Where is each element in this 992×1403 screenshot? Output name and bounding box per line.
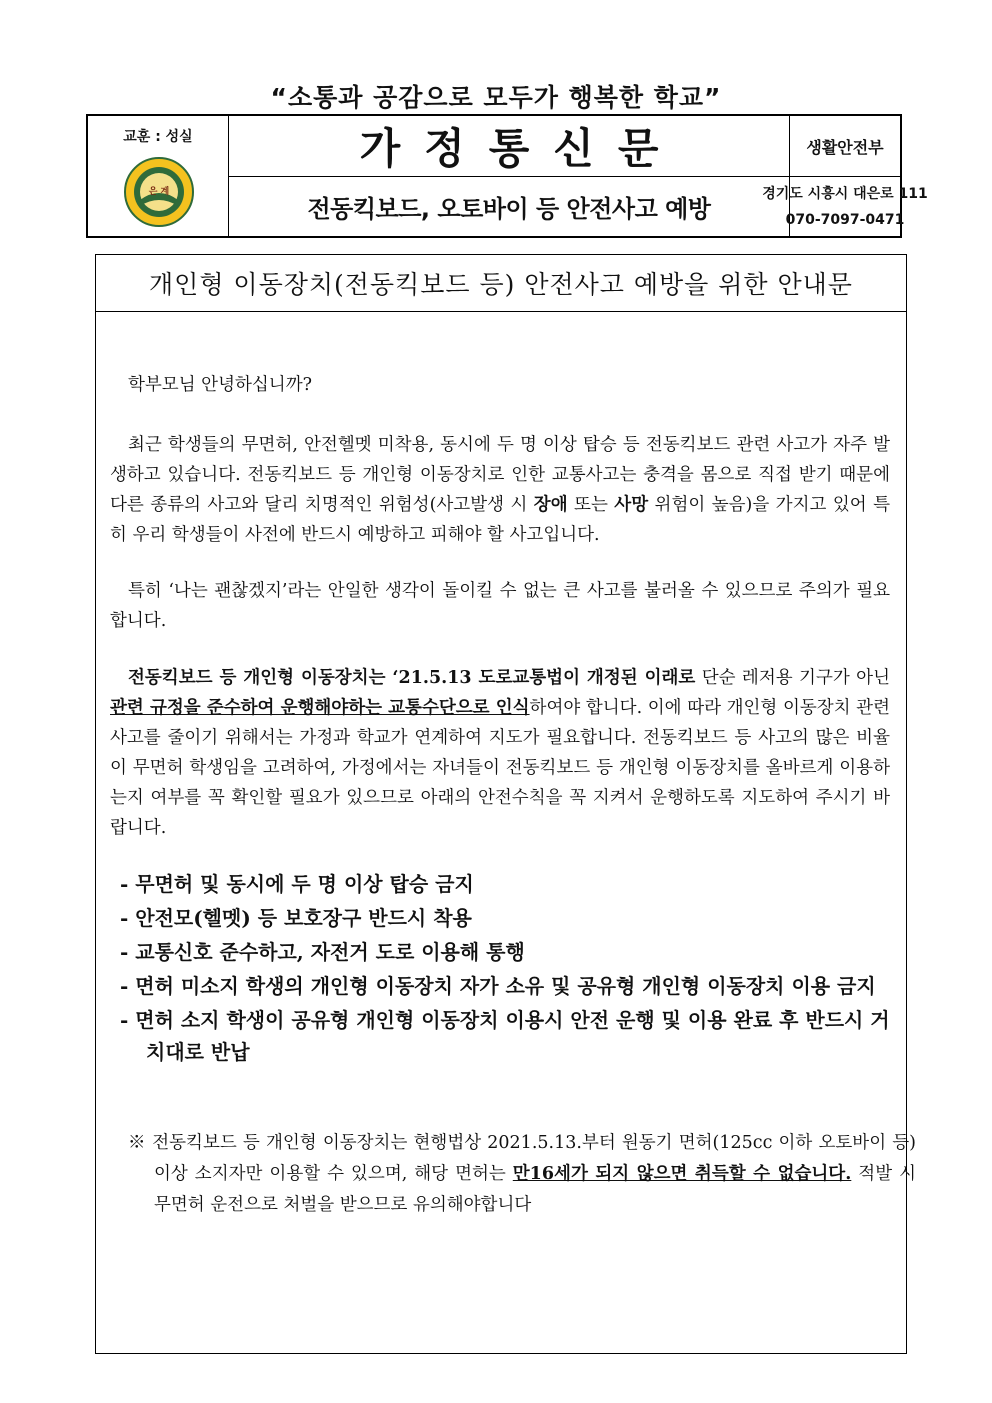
logo-column <box>88 116 229 236</box>
department: 생활안전부 <box>790 116 900 177</box>
list-item: - 무면허 및 동시에 두 명 이상 탑승 금지 <box>120 872 474 896</box>
list-item: - 교통신호 준수하고, 자전거 도로 이용해 통행 <box>120 940 525 964</box>
list-item: - 안전모(헬멧) 등 보호장구 반드시 착용 <box>120 906 472 930</box>
paragraph-3: 전동킥보드 등 개인형 이동장치는 ‘21.5.13 도로교통법이 개정된 이래로 단순 레저용 기구가 아닌 관련 규정을 준수하여 운행해야하는 교통수단으로 인식하여야 합니다. 이에 따라 개인형 이동장치 관련 사고를 줄이기 위해서는 가정과 학교가 연계하여 지도가 필요합니다. 전동킥보드 등 사고의 많은 비율이 무면허 학생임을 고려하여, 가정에서는 자녀들이 전동킥보드 등 개인형 이동장치를 올바르게 이용하는지 여부를 꼭 확인할 필요가 있으므로 아래의 안전수칙을 꼭 지켜서 운행하도록 지도하여 주시기 바랍니다. <box>110 668 890 838</box>
emphasis-law-change: 전동킥보드 등 개인형 이동장치는 ‘21.5.13 도로교통법이 개정된 이래로 <box>128 668 696 688</box>
emphasis-death: 사망 <box>614 495 649 515</box>
school-phone: 070-7097-0471 <box>785 211 905 228</box>
greeting: 학부모님 안녕하십니까? <box>128 375 312 395</box>
subtitle-cell <box>229 177 790 236</box>
paragraph-1: 최근 학생들의 무면허, 안전헬멧 미착용, 동시에 두 명 이상 탑승 등 전동킥보드 관련 사고가 자주 발생하고 있습니다. 전동킥보드 등 개인형 이동장치로 인한 교통사고는 충격을 몸으로 직접 받기 때문에 다른 종류의 사고와 달리 치명적인 위험성(사고발생 시 장애 또는 사망 위험이 높음)을 가지고 있어 특히 우리 학생들이 사전에 반드시 예방하고 피해야 할 사고입니다. <box>110 435 890 545</box>
emphasis-age-limit: 만16세가 되지 않으면 취득할 수 없습니다. <box>512 1164 852 1184</box>
list-item: - 면허 소지 학생이 공유형 개인형 이동장치 이용시 안전 운행 및 이용 완료 후 반드시 거치대로 반납 <box>120 1008 890 1064</box>
svg-text:은 계: 은 계 <box>148 187 170 197</box>
newsletter-title: 가정통신문 <box>359 124 683 173</box>
contact-cell <box>762 177 928 236</box>
school-address: 경기도 시흥시 대은로 111 <box>762 185 928 202</box>
newsletter-subtitle: 전동킥보드, 오토바이 등 안전사고 예방 <box>307 195 711 223</box>
paragraph-2: 특히 ‘나는 괜찮겠지’라는 안일한 생각이 돌이킬 수 없는 큰 사고를 불러올 수 있으므로 주의가 필요합니다. <box>110 581 890 631</box>
title-cell <box>229 116 790 177</box>
safety-rules-list <box>120 868 890 1070</box>
notice-title: 개인형 이동장치(전동킥보드 등) 안전사고 예방을 위한 안내문 <box>96 255 906 312</box>
newsletter-header <box>86 114 928 238</box>
emphasis-disability: 장애 <box>533 495 568 515</box>
school-motto: 교훈 : 성실 <box>123 129 193 145</box>
list-item: - 면허 미소지 학생의 개인형 이동장치 자가 소유 및 공유형 개인형 이동장치 이용 금지 <box>120 974 876 998</box>
school-emblem-icon <box>123 156 195 228</box>
license-note: ※ 전동킥보드 등 개인형 이동장치는 현행법상 2021.5.13.부터 원동기 면허(125cc 이하 오토바이 등) 이상 소지자만 이용할 수 있으며, 해당 면허는 만16세가 되지 않으면 취득할 수 없습니다. 적발 시 무면허 운전으로 처벌을 받으므로 유의해야합니다 <box>128 1133 917 1215</box>
school-slogan: “소통과 공감으로 모두가 행복한 학교” <box>270 83 722 112</box>
emphasis-transport: 관련 규정을 준수하여 운행해야하는 교통수단으로 인식 <box>110 698 530 718</box>
